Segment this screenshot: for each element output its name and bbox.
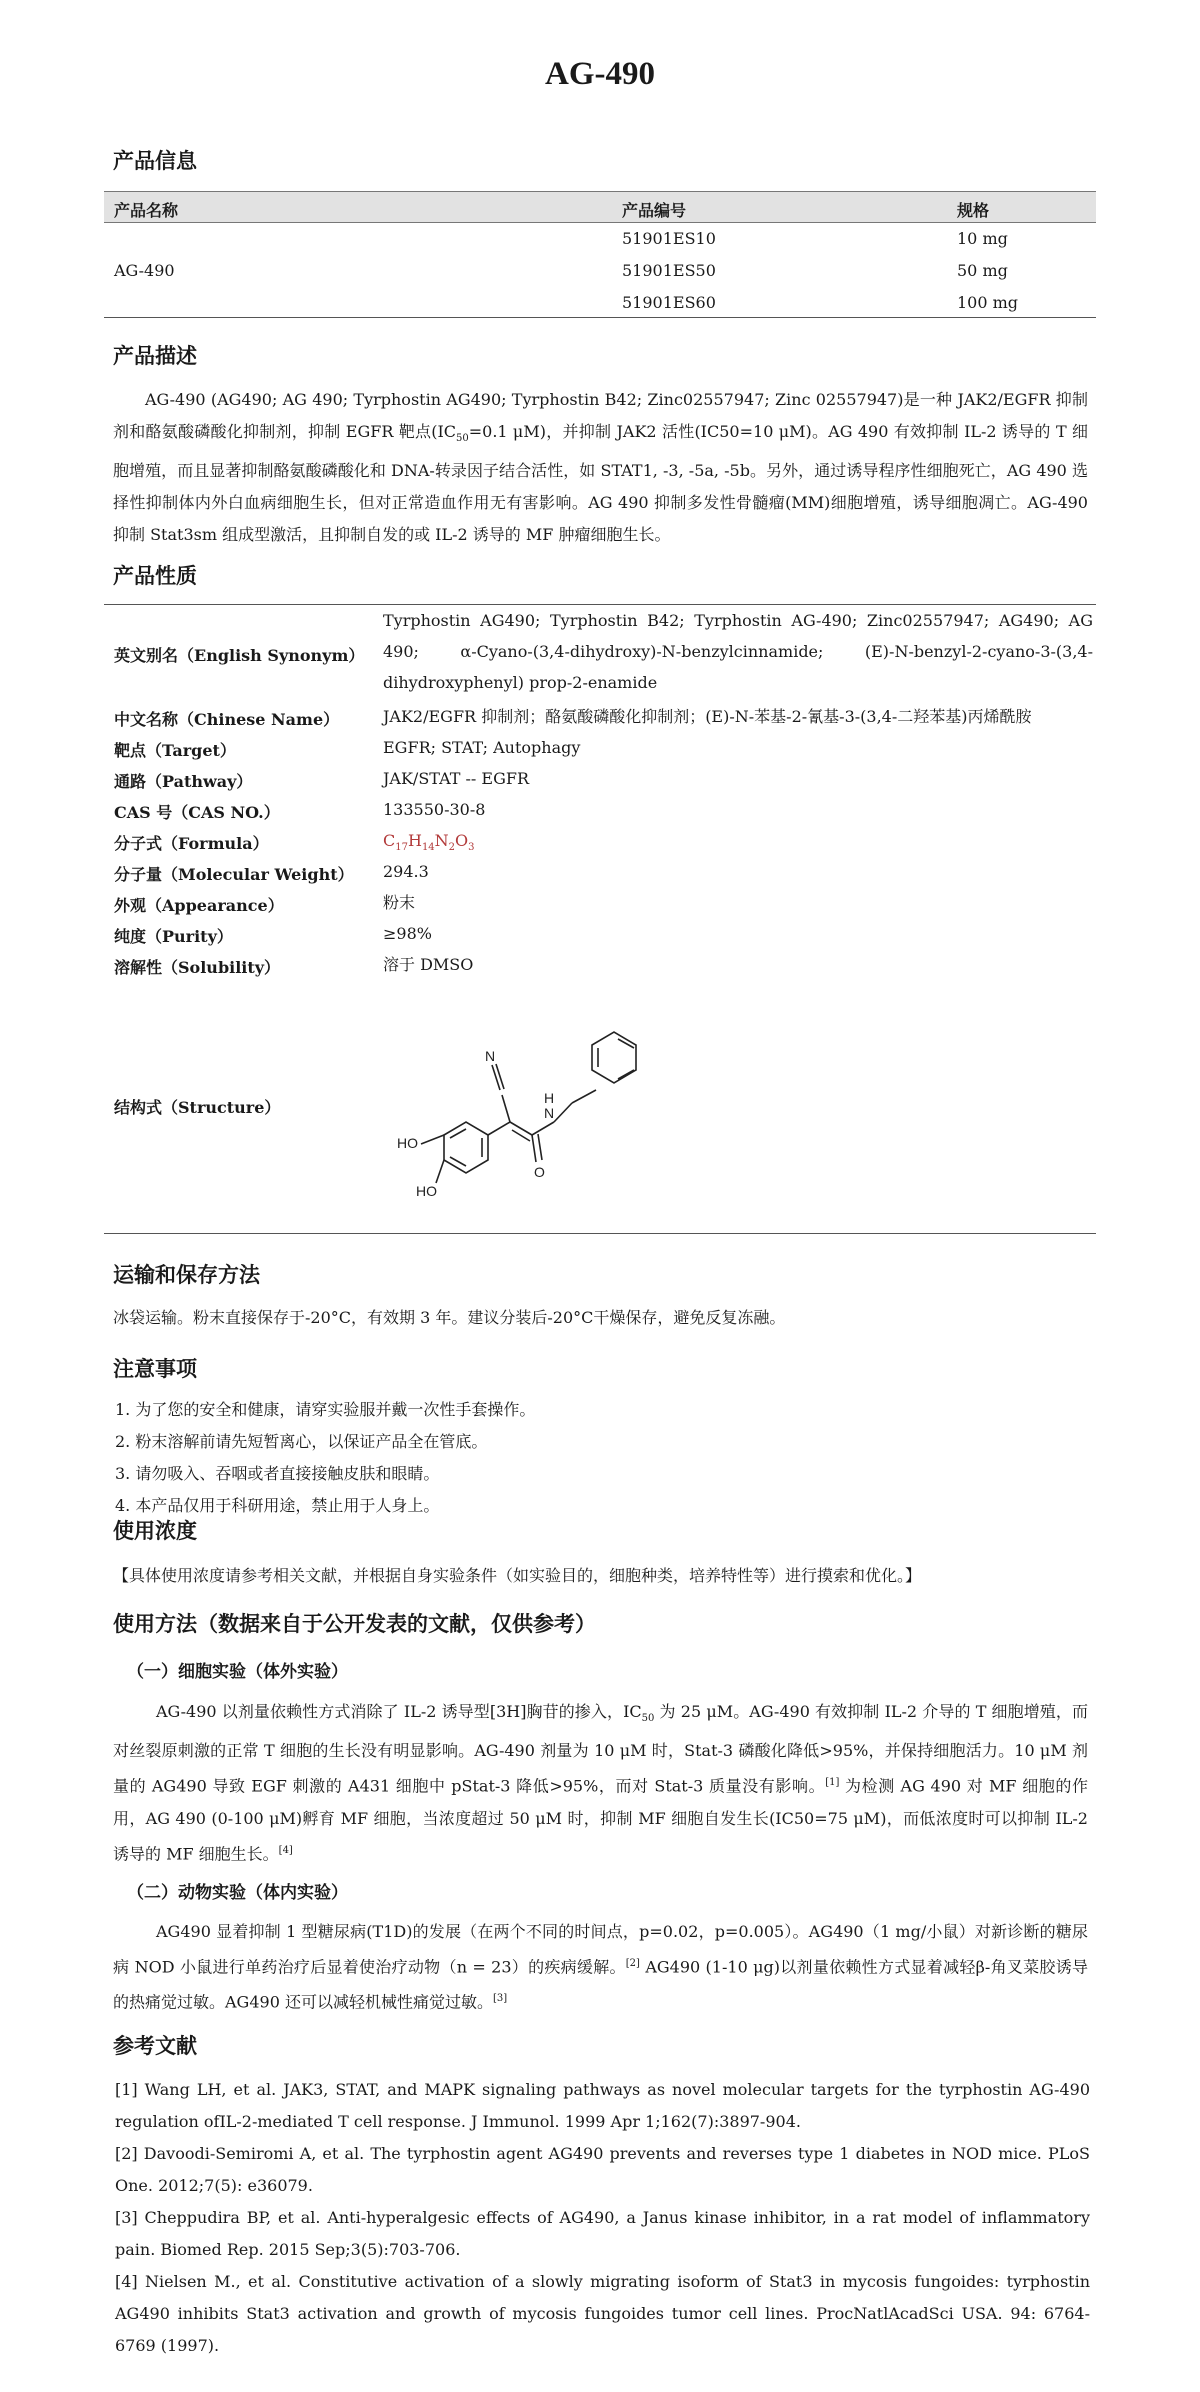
cell-experiment-heading: （一）细胞实验（体外实验） <box>127 1662 348 1682</box>
product-code-cell: 51901ES60 <box>622 293 716 312</box>
methods-heading: 使用方法（数据来自于公开发表的文献，仅供参考） <box>113 1611 596 1636</box>
header-product-name: 产品名称 <box>114 201 179 220</box>
product-info-table-header <box>104 191 1096 223</box>
properties-heading: 产品性质 <box>113 563 197 588</box>
chemical-structure-diagram <box>384 990 644 1220</box>
header-product-code: 产品编号 <box>622 201 687 220</box>
product-code-cell: 51901ES10 <box>622 229 716 248</box>
atom-label-carbonyl-o: O <box>534 1164 545 1180</box>
reference-item: [2] Davoodi-Semiromi A, et al. The tyrphostin agent AG490 prevents and reverses type 1 diabetes in NOD mice. PLoS One. 2012;7(5): e36079. <box>115 2144 1090 2195</box>
atom-label-nh-h: H <box>544 1090 555 1106</box>
atom-label-nitrile-n: N <box>485 1048 496 1064</box>
atom-label-hydroxyl-1: HO <box>397 1135 418 1151</box>
atom-label-amide-n: N <box>544 1105 555 1121</box>
product-info-heading: 产品信息 <box>113 148 197 173</box>
cell-experiment-text: AG-490 以剂量依赖性方式消除了 IL-2 诱导型[3H]胸苷的掺入，$IC_{50}$ 为 25 μM。AG-490 有效抑制 IL-2 介导的 T 细胞增殖，而对丝裂原刺激的正常 T 细胞的生长没有明显影响。AG-490 剂量为 10 μM 时，Stat-3 磷酸化降低>95%，并保持细胞活力。10 μM 剂量的 AG490 导致 EGF 刺激的 A431 细胞中 pStat-3 降低>95%，而对 Stat-3 质量没有影响。[1] 为检测 AG 490 对 MF 细胞的作用，AG 490 (0-100 μM)孵育 MF 细胞，当浓度超过 50 μM 时，抑制 MF 细胞自发生长(IC50=75 μM)，而低浓度时可以抑制 IL-2 诱导的 MF 细胞生长。[4] <box>113 1702 1088 1863</box>
reference-item: [3] Cheppudira BP, et al. Anti-hyperalgesic effects of AG490, a Janus kinase inhibitor, in a rat model of inflammatory pain. Biomed Rep. 2015 Sep;3(5):703-706. <box>115 2208 1090 2259</box>
header-spec: 规格 <box>957 201 990 220</box>
animal-experiment-text: AG490 显着抑制 1 型糖尿病(T1D)的发展（在两个不同的时间点，p=0.02，p=0.005）。AG490（1 mg/小鼠）对新诊断的糖尿病 NOD 小鼠进行单药治疗后显着使治疗动物（n = 23）的疾病缓解。[2] AG490 (1-10 μg)以剂量依赖性方式显着减轻β-角叉菜胶诱导的热痛觉过敏。AG490 还可以减轻机械性痛觉过敏。[3] <box>113 1922 1088 2012</box>
properties-table: 英文别名（English Synonym） Tyrphostin AG490; Tyrphostin B42; Tyrphostin AG-490; Zinc02557947; AG490; AG 490; α-Cyano-(3,4-dihydroxy)-N-benzylcinnamide; (E)-N-benzyl-2-cyano-3-(3,4-dihydroxyphenyl) prop-2-enamide 中文名称（Chinese Name） JAK2/EGFR 抑制剂；酪氨酸磷酸化抑制剂；(E)-N-苯基-2-氰基-3-(3,4-二羟苯基)丙烯酰胺 靶点（Target） EGFR; STAT; Autophagy 通路（Pathway） JAK/STAT -- EGFR CAS 号（CAS NO.） 133550-30-8 分子式（Formula） $C_{17}H_{14}N_2O_3$ 分子量（Molecular Weight） 294.3 外观（Appearance） 粉末 纯度（Purity） ≥98% 溶解性（Solubility） 溶于 DMSO 结构式（Structure） N H N O HO HO <box>104 604 1096 1234</box>
description-heading: 产品描述 <box>113 343 197 368</box>
atom-label-hydroxyl-2: HO <box>416 1183 437 1199</box>
storage-heading: 运输和保存方法 <box>113 1262 260 1287</box>
product-info-table <box>104 191 1096 318</box>
formula-value: $C_{17}H_{14}N_2O_3$ <box>383 831 475 854</box>
product-size-cell: 50 mg <box>957 261 1008 280</box>
product-info-table-body <box>104 223 1096 318</box>
note-item: 4. 本产品仅用于科研用途，禁止用于人身上。 <box>115 1496 440 1515</box>
references-heading: 参考文献 <box>113 2033 197 2058</box>
product-size-cell: 10 mg <box>957 229 1008 248</box>
note-item: 2. 粉末溶解前请先短暂离心，以保证产品全在管底。 <box>115 1432 488 1451</box>
storage-text: 冰袋运输。粉末直接保存于-20°C，有效期 3 年。建议分装后-20°C干燥保存，避免反复冻融。 <box>113 1308 786 1327</box>
product-name-cell: AG-490 <box>114 261 175 280</box>
animal-experiment-heading: （二）动物实验（体内实验） <box>127 1883 348 1903</box>
concentration-text: 【具体使用浓度请参考相关文献，并根据自身实验条件（如实验目的，细胞种类，培养特性等）进行摸索和优化。】 <box>113 1566 922 1585</box>
notes-heading: 注意事项 <box>113 1356 197 1381</box>
note-item: 1. 为了您的安全和健康，请穿实验服并戴一次性手套操作。 <box>115 1400 536 1419</box>
description-text: AG-490 (AG490; AG 490; Tyrphostin AG490; Tyrphostin B42; Zinc02557947; Zinc 02557947)是一种 JAK2/EGFR 抑制剂和酪氨酸磷酸化抑制剂，抑制 EGFR 靶点($IC_{50}=0.1$ μM)，并抑制 JAK2 活性(IC50=10 μM)。AG 490 有效抑制 IL-2 诱导的 T 细胞增殖，而且显著抑制酪氨酸磷酸化和 DNA-转录因子结合活性，如 STAT1, -3, -5a, -5b。另外，通过诱导程序性细胞死亡，AG 490 选择性抑制体内外白血病细胞生长，但对正常造血作用无有害影响。AG 490 抑制多发性骨髓瘤(MM)细胞增殖，诱导细胞凋亡。AG-490 抑制 Stat3sm 组成型激活，且抑制自发的或 IL-2 诱导的 MF 肿瘤细胞生长。 <box>113 390 1088 545</box>
product-code-cell: 51901ES50 <box>622 261 716 280</box>
concentration-heading: 使用浓度 <box>113 1518 197 1543</box>
reference-item: [4] Nielsen M., et al. Constitutive activation of a slowly migrating isoform of Stat3 in mycosis fungoides: tyrphostin AG490 inhibits Stat3 activation and growth of mycosis fungoides tumor cell lines. ProcNatlAcadSci USA. 94: 6764-6769 (1997). <box>115 2272 1090 2355</box>
reference-item: [1] Wang LH, et al. JAK3, STAT, and MAPK signaling pathways as novel molecular targets for the tyrphostin AG-490 regulation ofIL-2-mediated T cell response. J Immunol. 1999 Apr 1;162(7):3897-904. <box>115 2080 1090 2131</box>
note-item: 3. 请勿吸入、吞咽或者直接接触皮肤和眼睛。 <box>115 1464 440 1483</box>
page-title: AG-490 <box>545 56 655 92</box>
product-size-cell: 100 mg <box>957 293 1019 312</box>
